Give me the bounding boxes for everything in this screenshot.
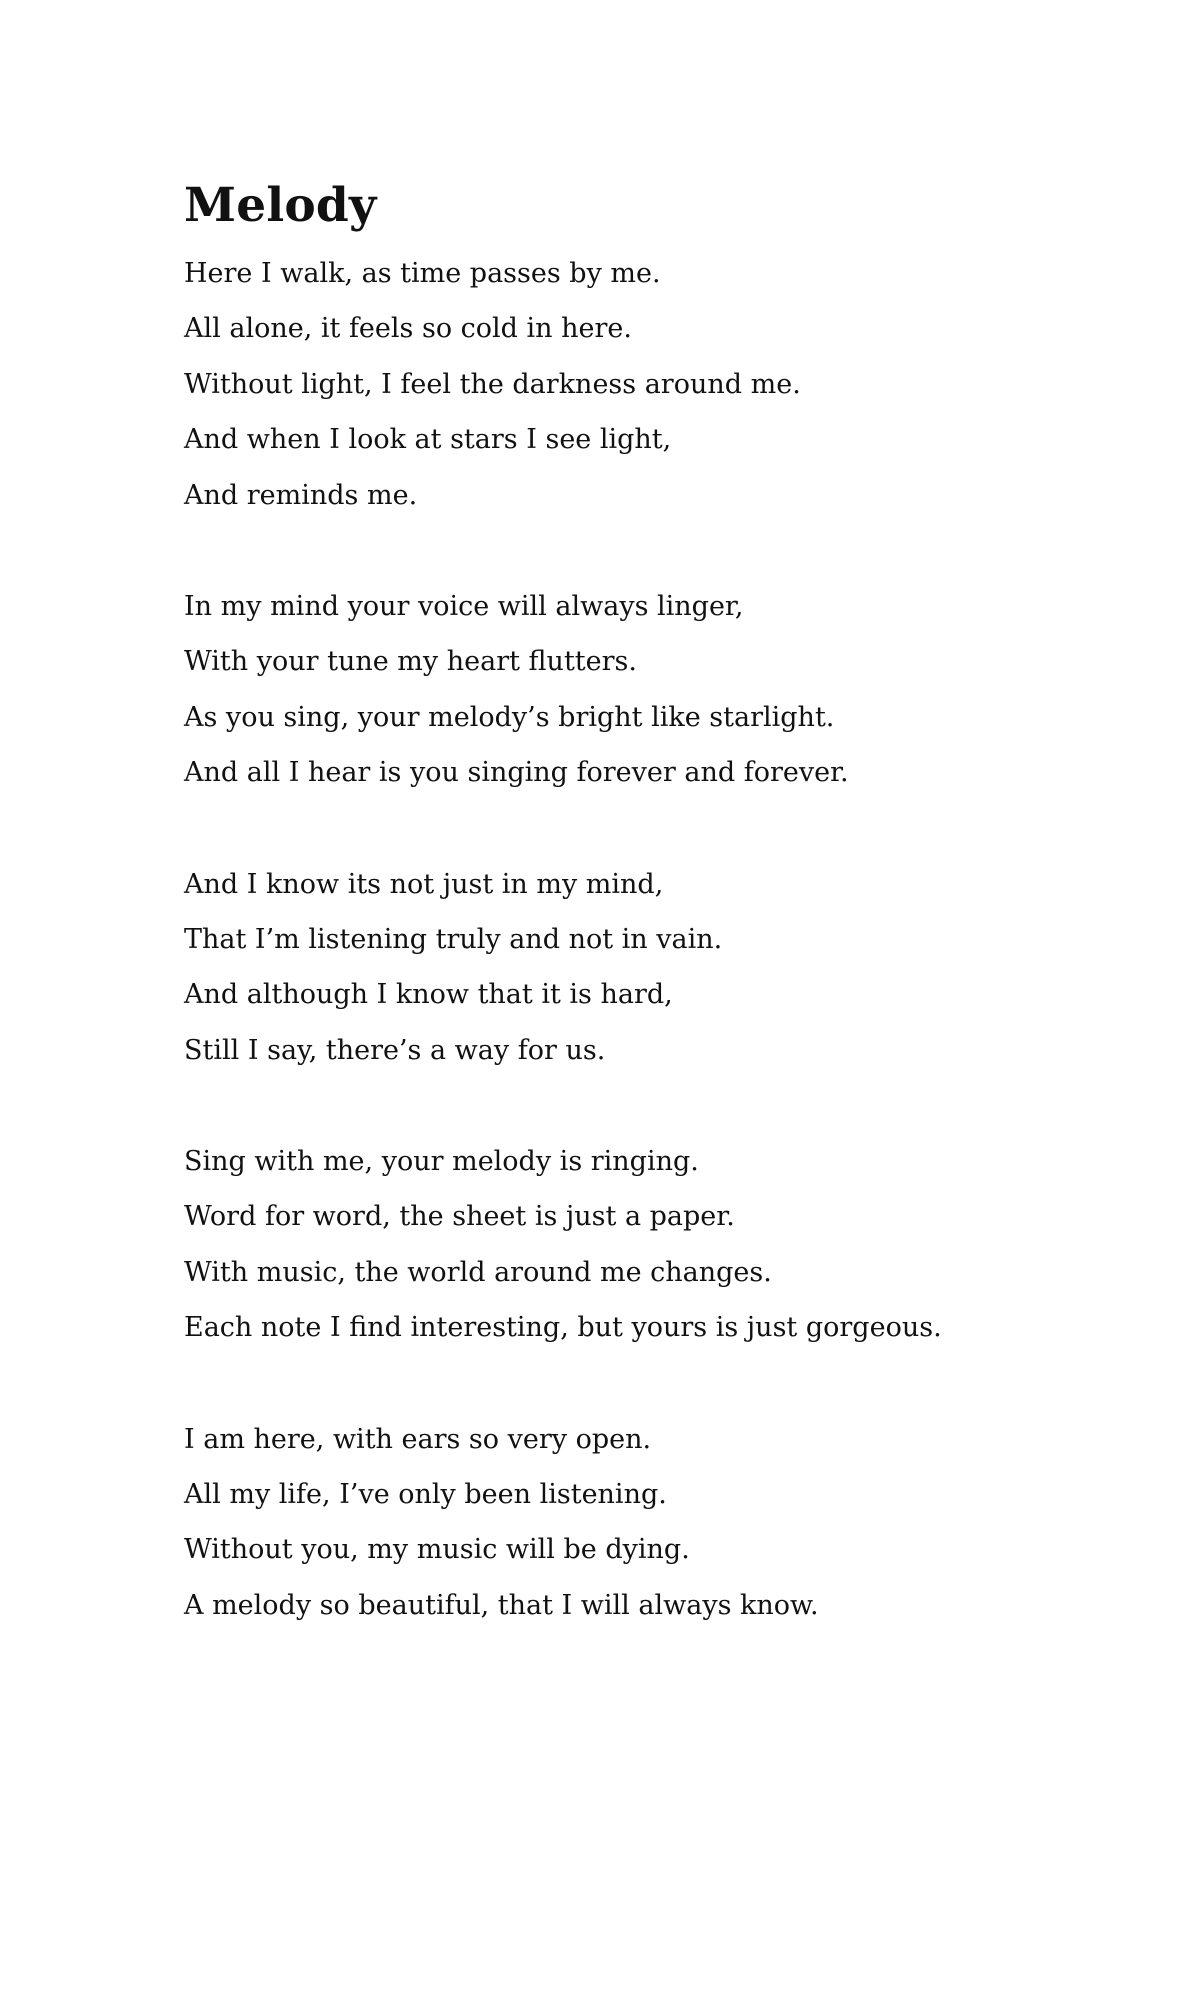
poem-line: Without light, I feel the darkness around me.: [184, 368, 801, 400]
poem-line: Still I say, there’s a way for us.: [184, 1034, 606, 1066]
poem-line: All alone, it feels so cold in here.: [184, 313, 632, 345]
poem: [184, 176, 1144, 1689]
poem-line: With music, the world around me changes.: [184, 1256, 772, 1288]
poem-line: And all I hear is you singing forever and forever.: [184, 757, 849, 789]
poem-line: That I’m listening truly and not in vain.: [184, 923, 723, 955]
poem-line: And although I know that it is hard,: [184, 979, 673, 1011]
poem-line: And I know its not just in my mind,: [184, 868, 664, 900]
poem-line: I am here, with ears so very open.: [184, 1423, 652, 1455]
poem-line: As you sing, your melody’s bright like starlight.: [184, 701, 835, 733]
poem-line: And when I look at stars I see light,: [184, 424, 672, 456]
poem-title: Melody: [184, 178, 377, 233]
poem-line: Sing with me, your melody is ringing.: [184, 1146, 699, 1178]
stanza-4: [184, 1134, 1144, 1356]
poem-line: A melody so beautiful, that I will always know.: [184, 1589, 819, 1621]
poem-line: Without you, my music will be dying.: [184, 1534, 690, 1566]
poem-line: And reminds me.: [184, 479, 418, 511]
poem-line: Here I walk, as time passes by me.: [184, 258, 661, 289]
stanza-5: [184, 1412, 1144, 1634]
poem-line: Word for word, the sheet is just a paper.: [184, 1201, 735, 1233]
stanza-1: [184, 246, 1144, 523]
poem-line: All my life, I’ve only been listening.: [184, 1479, 667, 1511]
stanza-3: [184, 857, 1144, 1079]
stanza-2: [184, 579, 1144, 801]
poem-line: In my mind your voice will always linger,: [184, 590, 744, 622]
poem-line: Each note I find interesting, but yours is just gorgeous.: [184, 1312, 942, 1344]
poem-line: With your tune my heart flutters.: [184, 646, 637, 678]
